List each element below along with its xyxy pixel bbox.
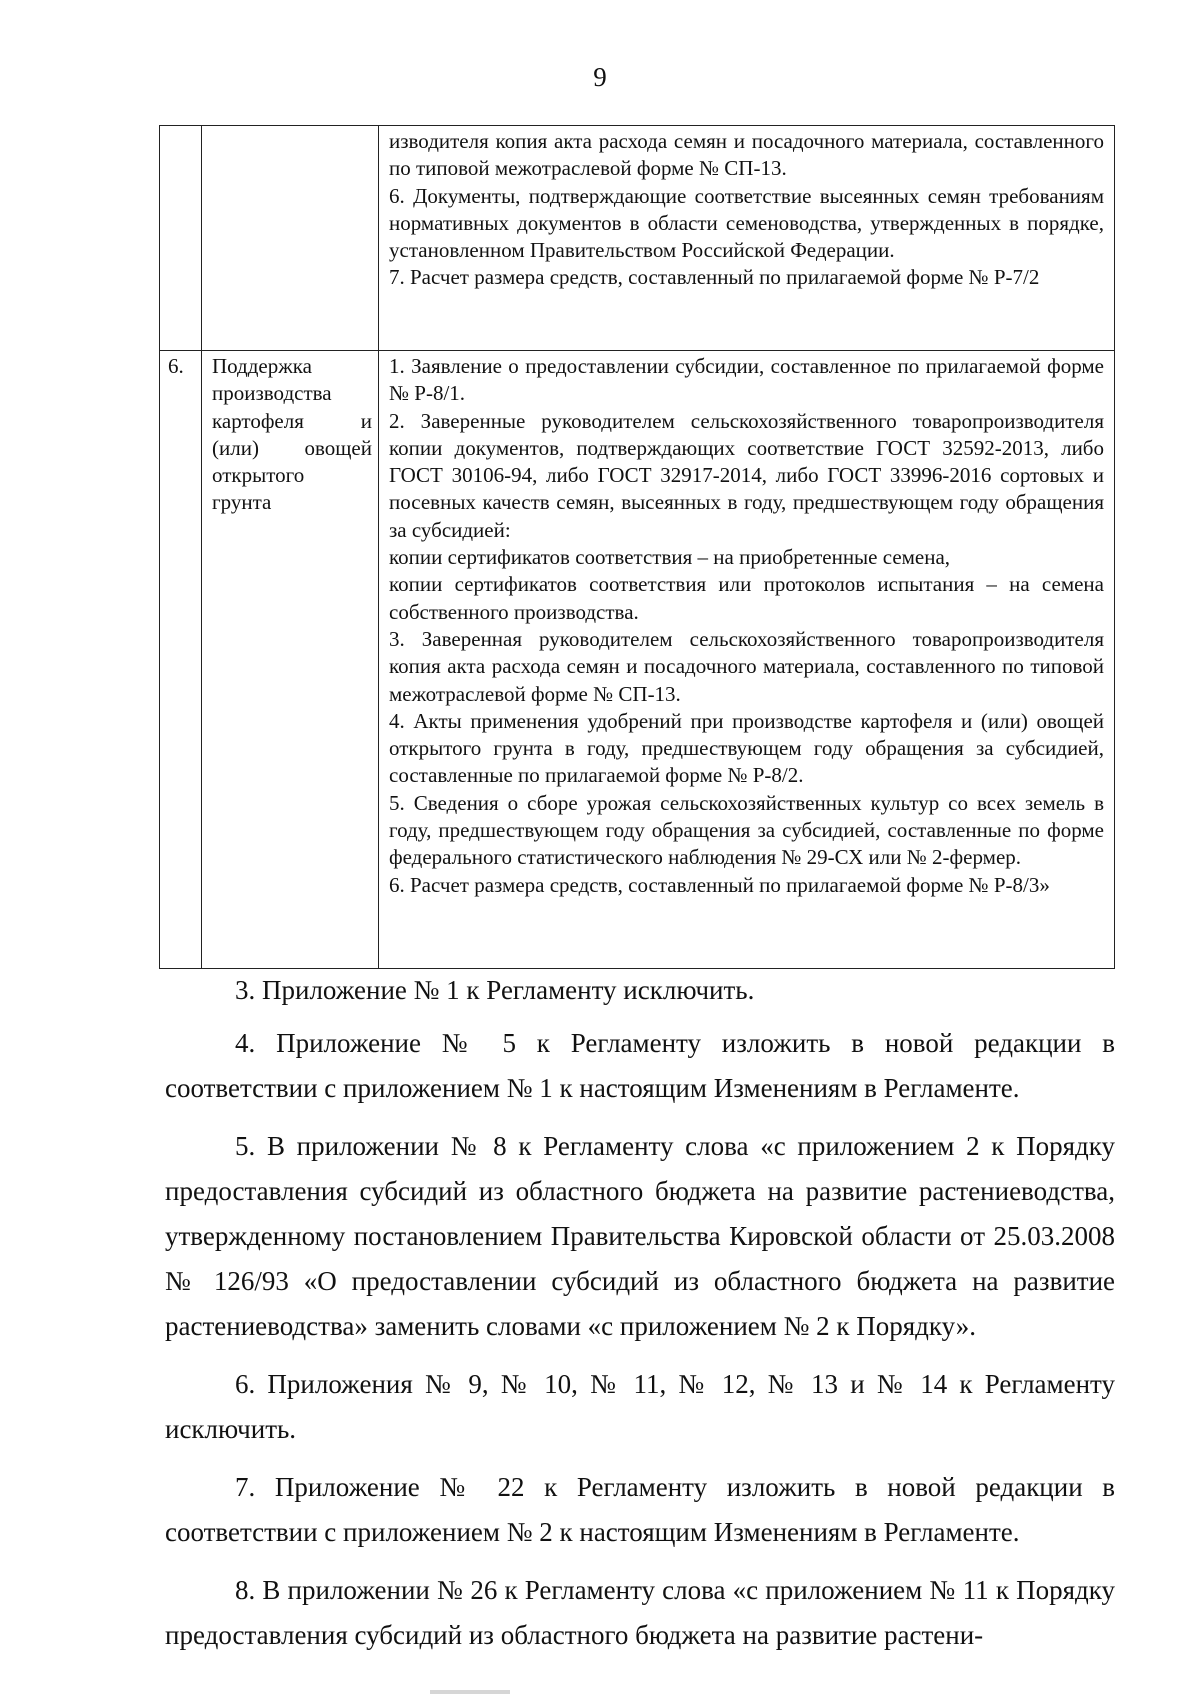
document-item: 3. Заверенная руководителем сельскохозяйственного товаропроизводителя копия акта расхода семян и посадочного материала, составленного по типовой межотраслевой форме № СП-13. bbox=[389, 626, 1104, 706]
paragraph: 5. В приложении № 8 к Регламенту слова «с приложением 2 к Порядку предоставления субсидий из областного бюджета на развитие растениеводства, утвержденному постановлением Правительства Кировской области от 25.03.2008 № 126/93 «О предоставлении субсидий из областного бюджета на развитие растениеводства» заменить словами «с приложением № 2 к Порядку». bbox=[165, 1131, 1115, 1341]
table-row-continued bbox=[160, 126, 1115, 351]
row-name-line: (или) овощей bbox=[212, 435, 372, 460]
row-name-cell bbox=[202, 351, 379, 969]
table-row-6 bbox=[160, 351, 1115, 969]
document-item: 6. Расчет размера средств, составленный по прилагаемой форме № Р-8/3» bbox=[389, 872, 1050, 897]
document-item: копии сертификатов соответствия или протоколов испытания – на семена собственного производства. bbox=[389, 572, 1104, 624]
row-name-line: производства bbox=[212, 381, 332, 406]
row-name-cell bbox=[202, 126, 379, 351]
document-item: 7. Расчет размера средств, составленный по прилагаемой форме № Р-7/2 bbox=[389, 265, 1040, 290]
document-item: 2. Заверенные руководителем сельскохозяйственного товаропроизводителя копии документов, подтверждающих соответствие ГОСТ 32592-2013, либо ГОСТ 30106-94, либо ГОСТ 32917-2014, либо ГОСТ 33996-2016 сортовых и посевных качеств семян, высеянных в году, предшествующем году обращения за субсидией: bbox=[389, 408, 1104, 542]
paragraph: 4. Приложение № 5 к Регламенту изложить в новой редакции в соответствии с приложением № 1 к настоящим Изменениям в Регламенте. bbox=[165, 1028, 1115, 1103]
row-documents-cell bbox=[379, 126, 1115, 351]
document-item: 1. Заявление о предоставлении субсидии, составленное по прилагаемой форме № Р-8/1. bbox=[389, 354, 1104, 406]
document-item: 6. Документы, подтверждающие соответствие высеянных семян требованиям нормативных документов в области семеноводства, утвержденных в порядке, установленном Правительством Российской Федерации. bbox=[389, 183, 1104, 263]
body-text bbox=[165, 968, 1115, 1658]
paragraph: 6. Приложения № 9, № 10, № 11, № 12, № 13 и № 14 к Регламенту исключить. bbox=[165, 1369, 1115, 1444]
row-name-line: Поддержка bbox=[212, 354, 312, 378]
document-item: изводителя копия акта расхода семян и посадочного материала, составленного по типовой межотраслевой форме № СП-13. bbox=[389, 129, 1104, 181]
row-documents-cell bbox=[379, 351, 1115, 969]
document-item: 4. Акты применения удобрений при производстве картофеля и (или) овощей открытого грунта в году, предшествующем году обращения за субсидией, составленные по прилагаемой форме № Р-8/2. bbox=[389, 708, 1104, 788]
document-item: копии сертификатов соответствия – на приобретенные семена, bbox=[389, 545, 951, 570]
row-name-line: грунта bbox=[212, 490, 272, 515]
paragraph: 8. В приложении № 26 к Регламенту слова «с приложением № 11 к Порядку предоставления субсидий из областного бюджета на развитие растени- bbox=[165, 1575, 1115, 1650]
page-number: 9 bbox=[593, 62, 607, 92]
paragraph: 7. Приложение № 22 к Регламенту изложить в новой редакции в соответствии с приложением № 2 к настоящим Изменениям в Регламенте. bbox=[165, 1472, 1115, 1547]
row-number-cell: 6. bbox=[160, 351, 202, 969]
row-name-line: картофеля и bbox=[212, 408, 372, 433]
paragraph: 3. Приложение № 1 к Регламенту исключить. bbox=[235, 975, 755, 1005]
row-number-cell bbox=[160, 126, 202, 351]
document-item: 5. Сведения о сборе урожая сельскохозяйственных культур со всех земель в году, предшествующем году обращения за субсидией, составленные по форме федерального статистического наблюдения № 29-СХ или № 2-фермер. bbox=[389, 790, 1104, 870]
document-table bbox=[159, 125, 1115, 969]
row-name-line: открытого bbox=[212, 463, 305, 488]
scan-artifact bbox=[430, 1690, 510, 1694]
